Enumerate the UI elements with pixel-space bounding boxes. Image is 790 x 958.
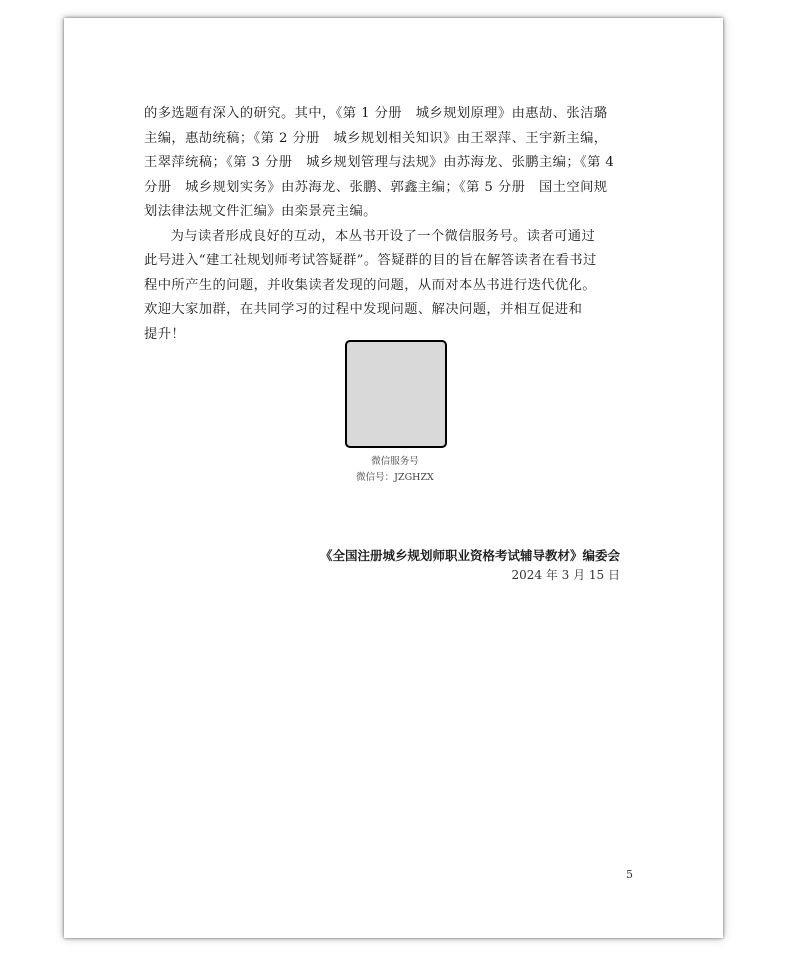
text-line: 王翠萍统稿；《第 3 分册 城乡规划管理与法规》由苏海龙、张鹏主编；《第 4: [144, 155, 615, 170]
paragraph-book-editors: [144, 102, 684, 225]
qr-caption: 微信服务号: [371, 456, 419, 467]
text-line: 的多选题有深入的研究。其中，《第 1 分册 城乡规划原理》由惠劼、张洁璐: [144, 106, 608, 121]
body-text: [144, 102, 684, 347]
qr-code-image: [345, 340, 447, 448]
paragraph-wechat-service: [144, 225, 684, 348]
text-line: 划法律法规文件汇编》由栾景亮主编。: [144, 204, 377, 219]
editorial-committee: 《全国注册城乡规划师职业资格考试辅导教材》编委会: [319, 548, 620, 563]
text-line: 提升！: [144, 326, 186, 342]
signature-date: 2024 年 3 月 15 日: [511, 568, 620, 582]
wechat-id: 微信号：JZGHZX: [356, 472, 434, 483]
text-line: 分册 城乡规划实务》由苏海龙、张鹏、郭鑫主编；《第 5 分册 国土空间规: [144, 179, 608, 195]
text-line: 程中所产生的问题，并收集读者发现的问题，从而对本丛书进行迭代优化。: [144, 277, 596, 293]
text-line: 主编，惠劼统稿；《第 2 分册 城乡规划相关知识》由王翠萍、王宇新主编，: [144, 130, 608, 146]
page-number: 5: [626, 868, 633, 881]
text-line: 此号进入“建工社规划师考试答疑群”。答疑群的目的旨在解答读者在看书过: [144, 253, 597, 268]
text-line: 欢迎大家加群，在共同学习的过程中发现问题、解决问题，并相互促进和: [144, 302, 583, 317]
text-line: 为与读者形成良好的互动，本丛书开设了一个微信服务号。读者可通过: [170, 228, 596, 244]
